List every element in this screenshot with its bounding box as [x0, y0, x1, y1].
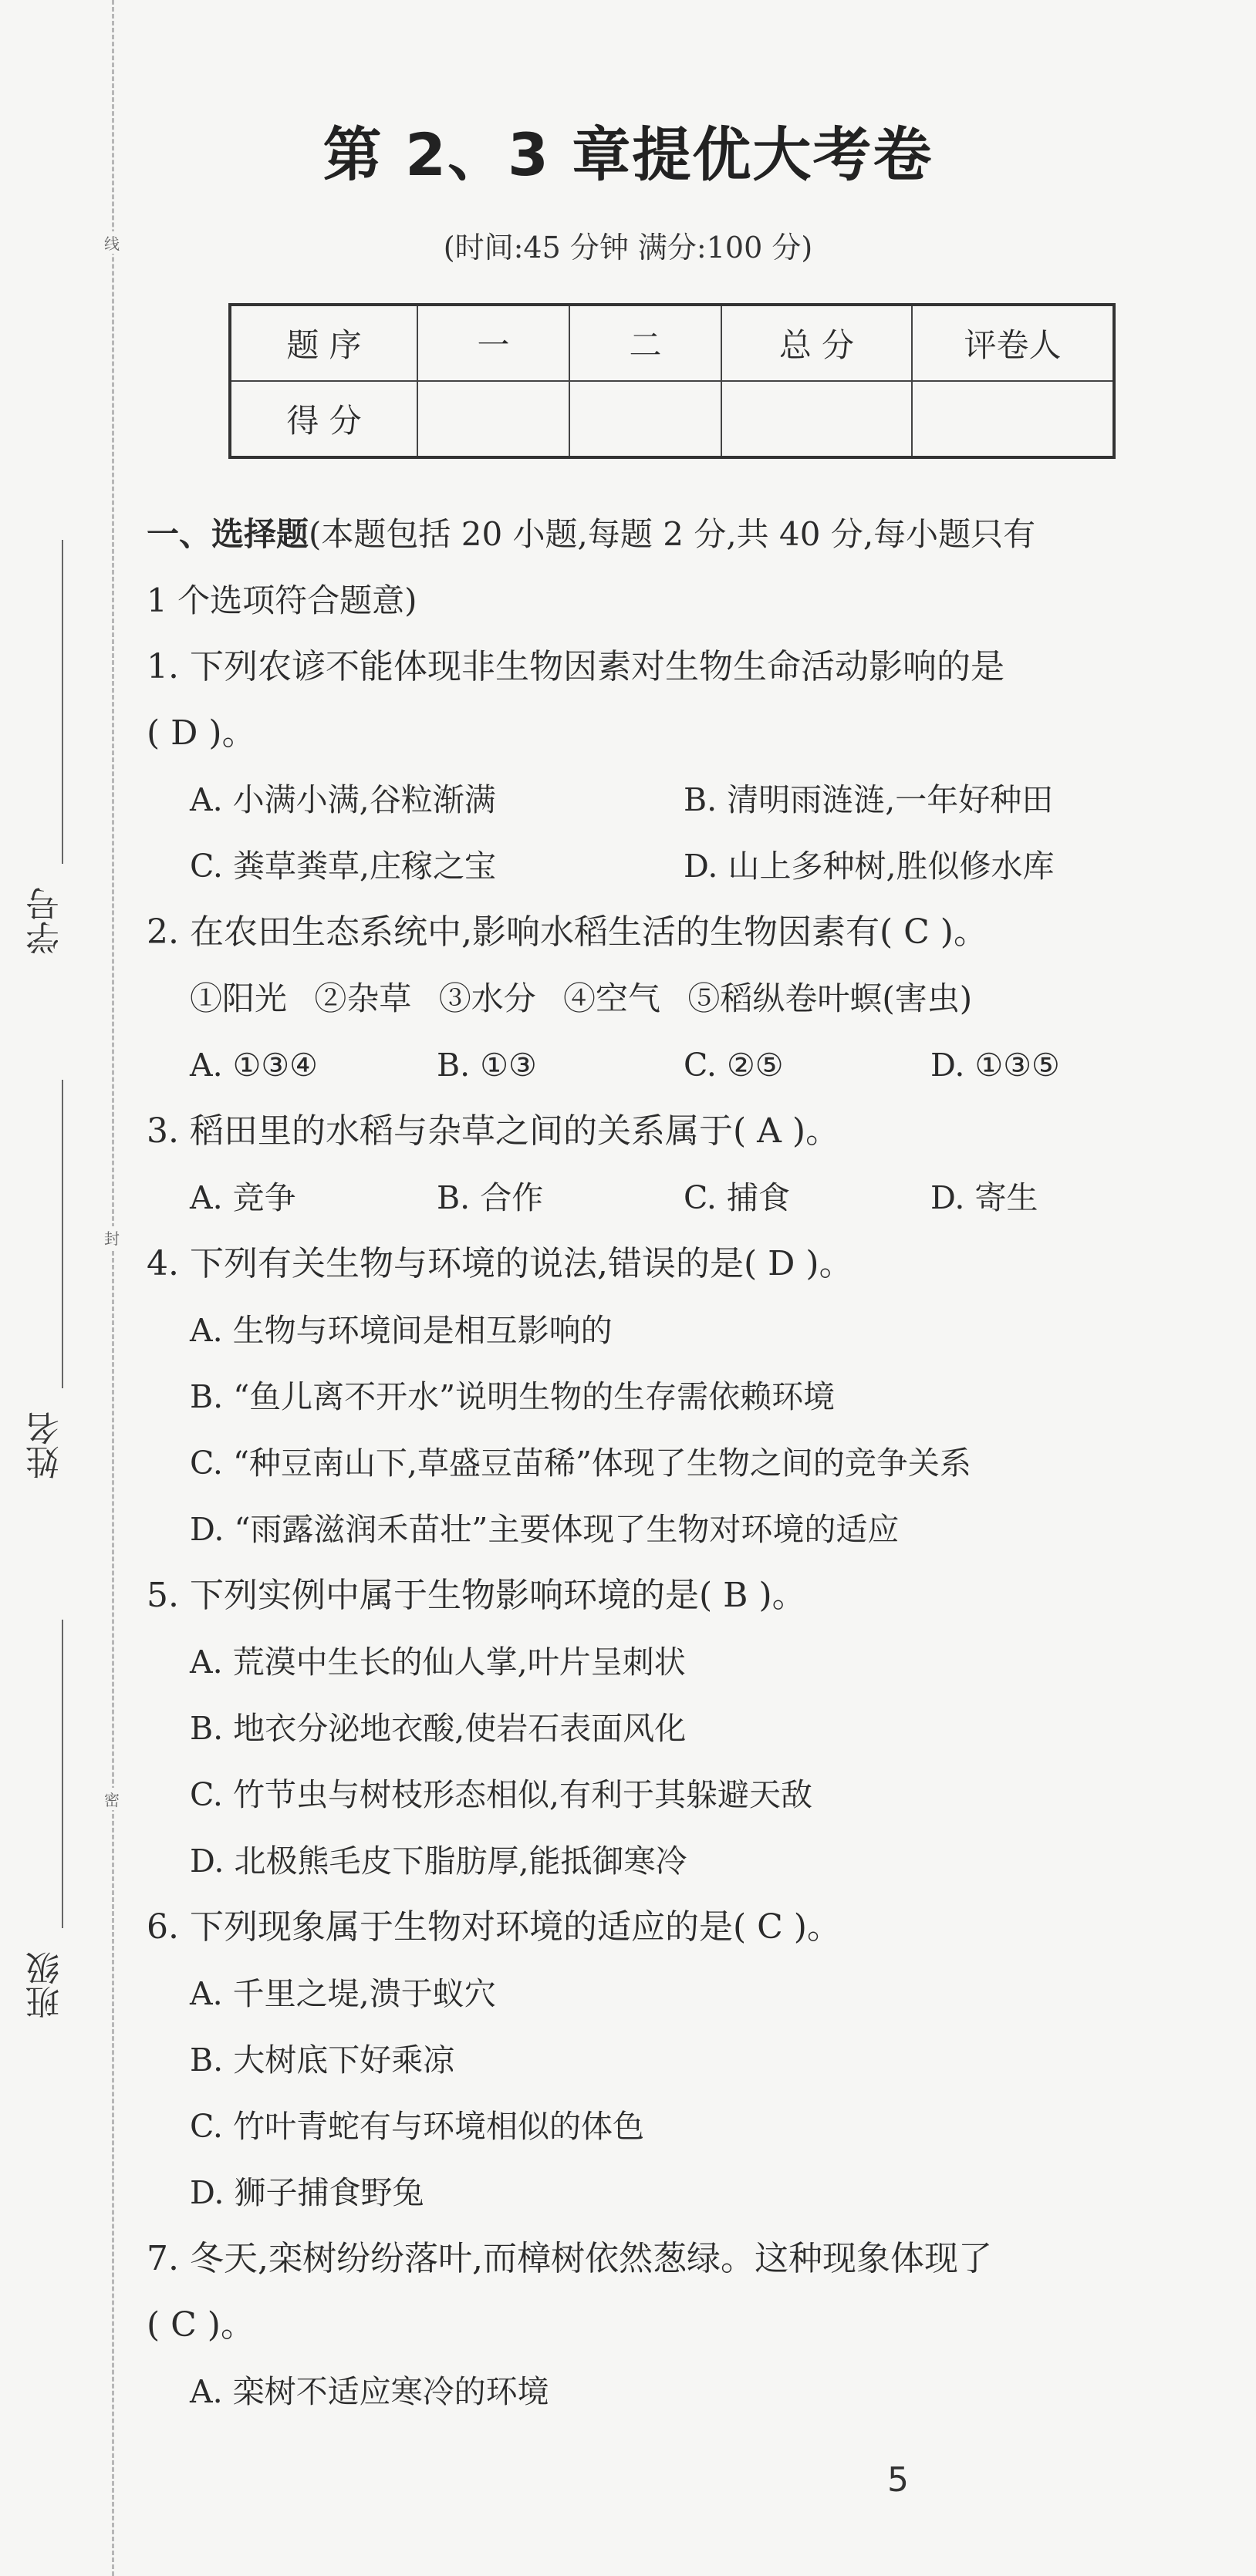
page-number: 5: [887, 2460, 909, 2500]
option-a[interactable]: A. 千里之堤,溃于蚁穴: [190, 1975, 496, 2012]
score-cell-label: 得 分: [230, 381, 417, 457]
option-c[interactable]: C. 粪草粪草,庄稼之宝: [190, 848, 497, 885]
binding-dashed-line: [112, 0, 114, 2576]
score-cell-order: 题 序: [230, 305, 417, 381]
option-b[interactable]: B. 清明雨涟涟,一年好种田: [684, 781, 1054, 818]
option-b[interactable]: B. 地衣分泌地衣酸,使岩石表面风化: [190, 1710, 687, 1747]
binding-mark-seal: 封: [100, 1226, 123, 1249]
question-6: [147, 1894, 1211, 1961]
score-cell-total: 总 分: [721, 305, 912, 381]
option-d[interactable]: D. 狮子捕食野兔: [190, 2174, 424, 2211]
option-d[interactable]: D. 北极熊毛皮下脂肪厚,能抵御寒冷: [190, 1843, 687, 1880]
question-4: [147, 1231, 1211, 1297]
option-b[interactable]: B. ①③: [437, 1047, 537, 1084]
question-1: [147, 634, 1211, 700]
question-text: 下列有关生物与环境的说法,错误的是( D )。: [190, 1244, 853, 1283]
option-d[interactable]: D. “雨露滋润禾苗壮”主要体现了生物对环境的适应: [190, 1511, 900, 1548]
section-heading: [147, 501, 1211, 568]
option-a[interactable]: A. 竞争: [190, 1179, 296, 1216]
exam-title: 第 2、3 章提优大考卷: [322, 120, 934, 189]
question-text: 下列农谚不能体现非生物因素对生物生命活动影响的是: [190, 647, 1004, 686]
question-number: 3.: [147, 1111, 179, 1151]
question-text: 下列实例中属于生物影响环境的是( B )。: [190, 1576, 806, 1615]
binding-mark-secret: 密: [100, 1788, 123, 1810]
option-d[interactable]: D. 山上多种树,胜似修水库: [684, 848, 1055, 885]
option-a[interactable]: A. 生物与环境间是相互影响的: [190, 1312, 613, 1349]
score-cell-part2: 二: [569, 305, 721, 381]
question-5: [147, 1563, 1211, 1629]
question-number: 1.: [147, 647, 179, 686]
question-number: 7.: [147, 2239, 179, 2278]
score-input-part1[interactable]: [417, 381, 569, 457]
option-c[interactable]: C. “种豆南山下,草盛豆苗稀”体现了生物之间的竞争关系: [190, 1445, 971, 1482]
name-label: 姓名: [26, 1411, 66, 1479]
question-text: 稻田里的水稻与杂草之间的关系属于( A )。: [190, 1111, 840, 1151]
score-input-part2[interactable]: [569, 381, 721, 457]
option-b[interactable]: B. 合作: [437, 1179, 544, 1216]
question-2-items: ①阳光 ②杂草 ③水分 ④空气 ⑤稻纵卷叶螟(害虫): [190, 979, 973, 1017]
score-table-header-row: [230, 305, 1114, 381]
score-cell-grader: 评卷人: [912, 305, 1114, 381]
option-c[interactable]: C. 竹叶青蛇有与环境相似的体色: [190, 2108, 644, 2145]
exam-subtitle: (时间:45 分钟 满分:100 分): [443, 231, 813, 265]
question-number: 6.: [147, 1907, 179, 1947]
question-2: [147, 899, 1211, 966]
section-instruction: (本题包括 20 小题,每题 2 分,共 40 分,每小题只有: [309, 515, 1036, 553]
exam-body: [147, 501, 1211, 2425]
question-text: 下列现象属于生物对环境的适应的是( C )。: [190, 1907, 841, 1947]
section-title: 一、选择题: [147, 515, 309, 553]
question-7: [147, 2226, 1211, 2292]
question-number: 2.: [147, 912, 179, 952]
question-text: 在农田生态系统中,影响水稻生活的生物因素有( C )。: [190, 912, 988, 952]
binding-mark-line: 线: [100, 231, 123, 254]
option-d[interactable]: D. ①③⑤: [930, 1047, 1060, 1084]
question-7-answer: ( C )。: [147, 2305, 255, 2345]
question-3: [147, 1098, 1211, 1165]
option-a[interactable]: A. ①③④: [190, 1047, 318, 1084]
section-instruction-cont: 1 个选项符合题意): [147, 582, 417, 619]
option-c[interactable]: C. ②⑤: [684, 1047, 784, 1084]
option-b[interactable]: B. 大树底下好乘凉: [190, 2042, 455, 2079]
student-id-line[interactable]: [62, 540, 63, 864]
option-a[interactable]: A. 栾树不适应寒冷的环境: [190, 2373, 549, 2410]
question-text: 冬天,栾树纷纷落叶,而樟树依然葱绿。这种现象体现了: [190, 2239, 992, 2278]
class-line[interactable]: [62, 1620, 63, 1928]
question-1-options-row1: [147, 767, 1211, 833]
score-table-score-row: [230, 381, 1114, 457]
option-b[interactable]: B. “鱼儿离不开水”说明生物的生存需依赖环境: [190, 1378, 836, 1415]
option-a[interactable]: A. 荒漠中生长的仙人掌,叶片呈刺状: [190, 1644, 686, 1681]
score-input-total[interactable]: [721, 381, 912, 457]
score-cell-part1: 一: [417, 305, 569, 381]
option-a[interactable]: A. 小满小满,谷粒渐满: [190, 781, 496, 818]
question-1-answer: ( D )。: [147, 713, 256, 753]
question-number: 5.: [147, 1576, 179, 1615]
question-2-options: [147, 1032, 1211, 1098]
question-3-options: [147, 1165, 1211, 1231]
option-c[interactable]: C. 竹节虫与树枝形态相似,有利于其躲避天敌: [190, 1776, 813, 1813]
question-1-options-row2: [147, 833, 1211, 899]
option-c[interactable]: C. 捕食: [684, 1179, 790, 1216]
score-table: [228, 303, 1116, 459]
question-number: 4.: [147, 1244, 179, 1283]
class-label: 班级: [26, 1951, 66, 2019]
score-input-grader[interactable]: [912, 381, 1114, 457]
option-d[interactable]: D. 寄生: [930, 1179, 1038, 1216]
name-line[interactable]: [62, 1080, 63, 1388]
student-id-label: 学号: [26, 887, 66, 955]
